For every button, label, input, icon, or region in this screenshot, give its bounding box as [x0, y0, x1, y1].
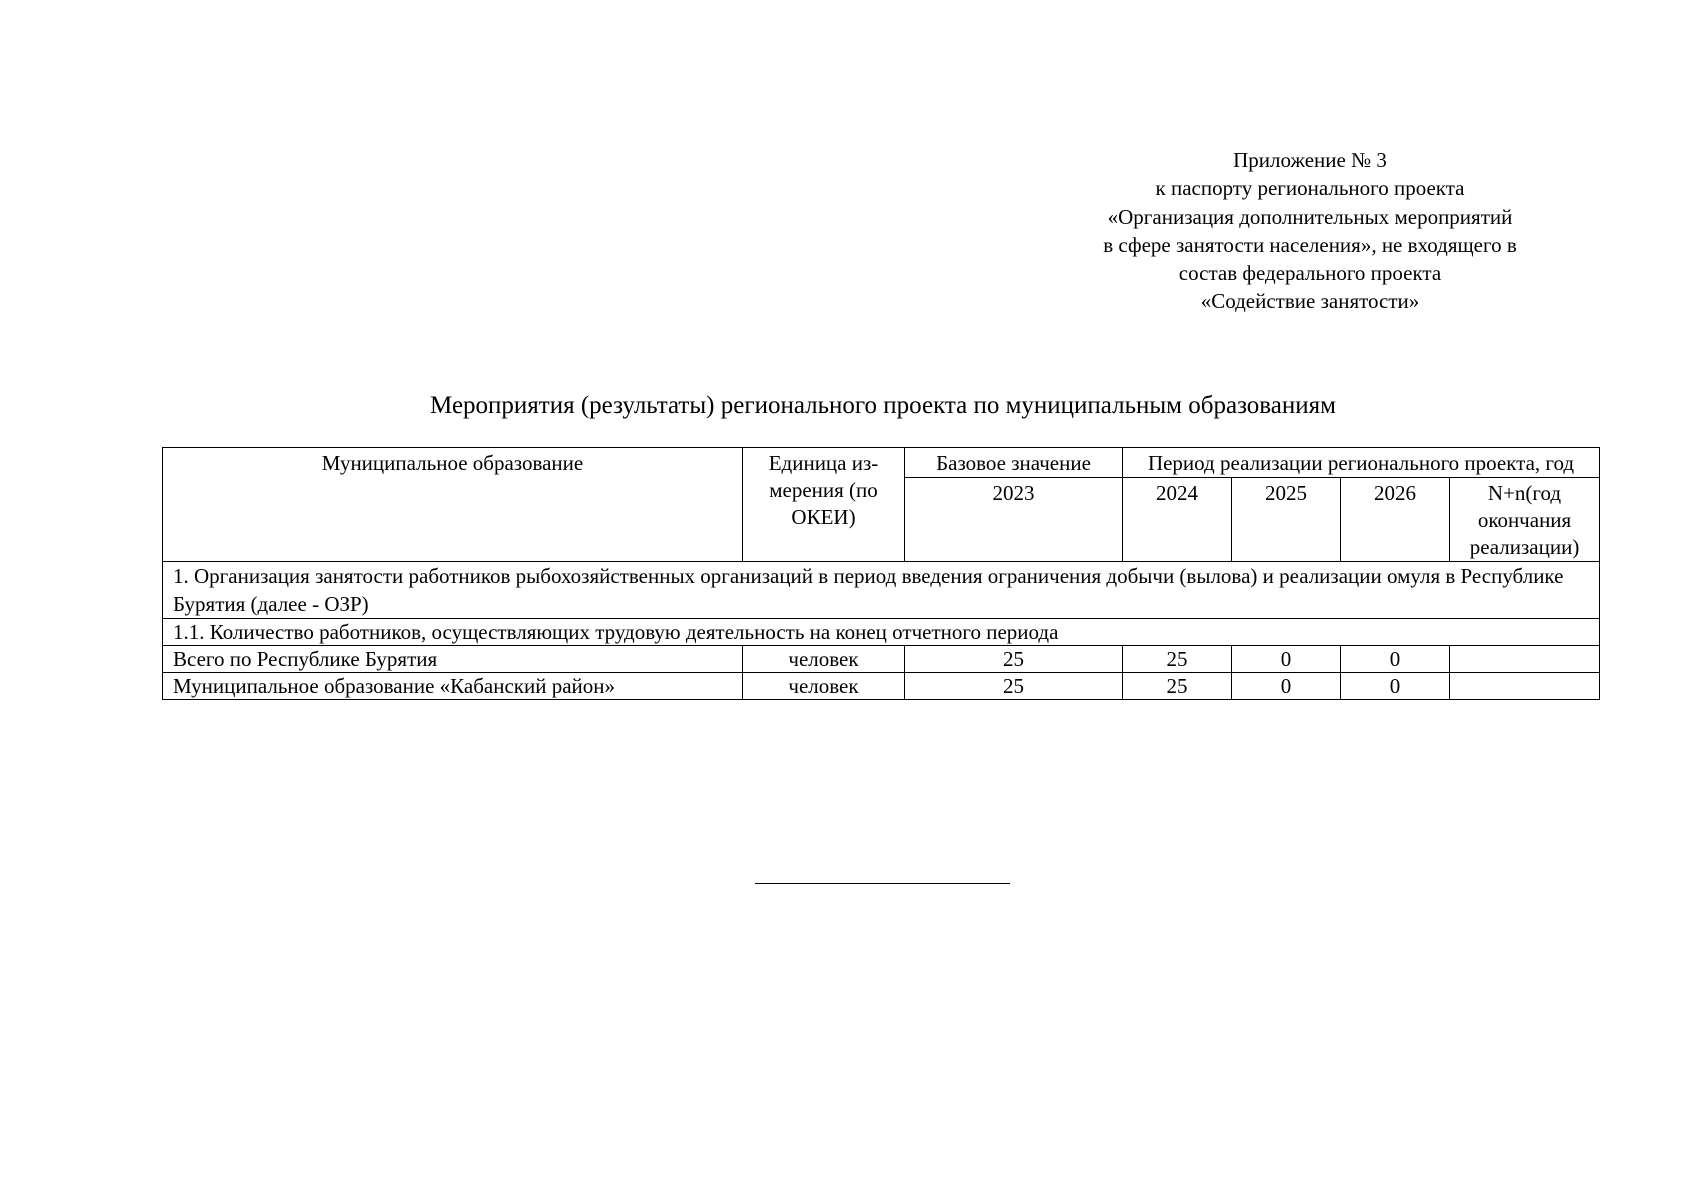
cell-2025: 0	[1232, 673, 1341, 700]
table-row	[163, 673, 1600, 700]
header-year-2024: 2024	[1123, 478, 1232, 562]
appendix-line: «Содействие занятости»	[1200, 289, 1420, 314]
cell-unit: человек	[743, 646, 905, 673]
cell-final	[1450, 673, 1600, 700]
cell-base: 25	[905, 673, 1123, 700]
appendix-line: состав федерального проекта	[1178, 261, 1442, 286]
subsection-row	[163, 619, 1600, 646]
header-year-2026: 2026	[1341, 478, 1450, 562]
cell-2025: 0	[1232, 646, 1341, 673]
appendix-line: к паспорту регионального проекта	[1155, 176, 1465, 201]
cell-2024: 25	[1123, 646, 1232, 673]
appendix-block	[1030, 146, 1590, 316]
section-row	[163, 562, 1600, 619]
header-municipality: Муниципальное образование	[163, 448, 743, 562]
header-final-year: N+n(год окончания реализации)	[1450, 478, 1600, 562]
appendix-line: в сфере занятости населения», не входящего в	[1103, 232, 1517, 257]
cell-2024: 25	[1123, 673, 1232, 700]
header-year-2025: 2025	[1232, 478, 1341, 562]
subsection-title: 1.1. Количество работников, осуществляющих трудовую деятельность на конец отчетного периода	[163, 619, 1600, 646]
header-period: Период реализации регионального проекта, год	[1123, 448, 1600, 478]
table-header-row	[163, 448, 1600, 478]
cell-final	[1450, 646, 1600, 673]
table-row	[163, 646, 1600, 673]
cell-municipality: Всего по Республике Бурятия	[163, 646, 743, 673]
cell-unit: человек	[743, 673, 905, 700]
header-unit: Единица из-мерения (по ОКЕИ)	[743, 448, 905, 562]
cell-municipality: Муниципальное образование «Кабанский район»	[163, 673, 743, 700]
cell-base: 25	[905, 646, 1123, 673]
header-base-value: Базовое значение	[905, 448, 1123, 478]
cell-2026: 0	[1341, 646, 1450, 673]
appendix-line: «Организация дополнительных мероприятий	[1107, 204, 1513, 229]
document-title: Мероприятия (результаты) регионального проекта по муниципальным образованиям	[430, 392, 1336, 419]
section-title: 1. Организация занятости работников рыбохозяйственных организаций в период введения ограничения добычи (вылова) и реализации омуля в Республике Бурятия (далее - ОЗР)	[163, 562, 1600, 619]
cell-2026: 0	[1341, 673, 1450, 700]
appendix-line: Приложение № 3	[1233, 148, 1387, 172]
results-table	[162, 447, 1600, 700]
footer-divider	[755, 883, 1010, 884]
header-year-2023: 2023	[905, 478, 1123, 562]
